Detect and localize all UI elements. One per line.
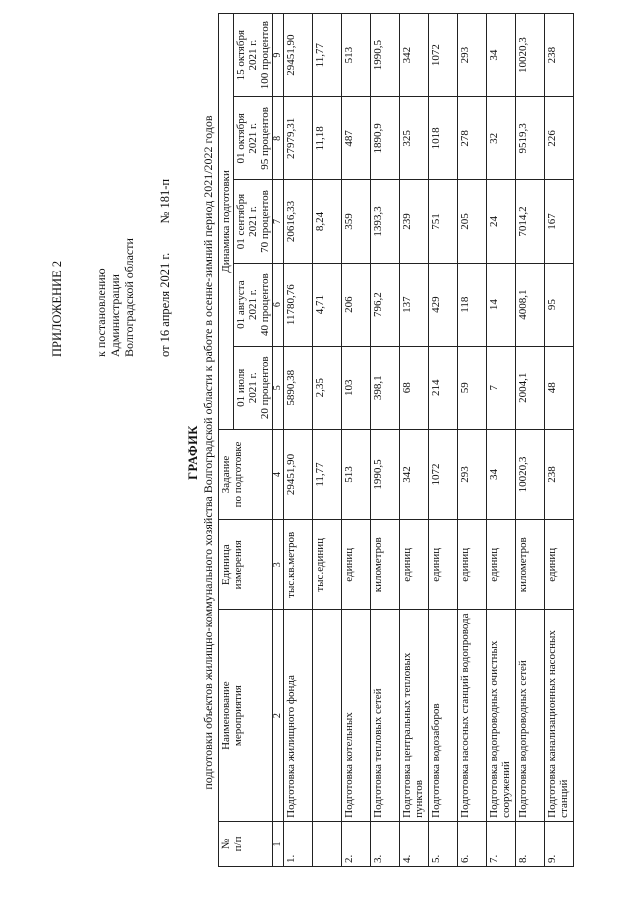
row-value: 1890,9	[371, 97, 400, 180]
row-value: 293	[458, 14, 487, 97]
row-value: 513	[342, 429, 371, 519]
row-value: 205	[458, 180, 487, 263]
row-value: 342	[400, 14, 429, 97]
row-number: 9.	[545, 821, 574, 866]
column-number: 4	[273, 429, 284, 519]
column-number: 3	[273, 520, 284, 610]
row-number: 3.	[371, 821, 400, 866]
row-unit: единиц	[458, 520, 487, 610]
column-number: 2	[273, 610, 284, 821]
schedule-table	[218, 13, 574, 867]
row-name	[313, 610, 342, 821]
row-unit: единиц	[429, 520, 458, 610]
row-value: 398,1	[371, 346, 400, 429]
row-value: 29451,90	[284, 14, 313, 97]
row-value: 226	[545, 97, 574, 180]
row-value: 32	[487, 97, 516, 180]
row-name: Подготовка водозаборов	[429, 610, 458, 821]
row-name: Подготовка тепловых сетей	[371, 610, 400, 821]
row-value: 293	[458, 429, 487, 519]
row-value: 751	[429, 180, 458, 263]
document-number-label: №	[158, 211, 172, 224]
row-value: 59	[458, 346, 487, 429]
header-task: Задание по подготовке	[219, 429, 273, 519]
column-number: 6	[273, 263, 284, 346]
row-value: 1072	[429, 429, 458, 519]
header-dynamics: Динамика подготовки	[219, 14, 234, 430]
row-unit: тыс.единиц	[313, 520, 342, 610]
row-unit: единиц	[342, 520, 371, 610]
row-name: Подготовка насосных станций водопровода	[458, 610, 487, 821]
row-name: Подготовка водопроводных очистных сооружений	[487, 610, 516, 821]
column-number: 1	[273, 821, 284, 866]
row-value: 167	[545, 180, 574, 263]
row-value: 359	[342, 180, 371, 263]
row-name: Подготовка центральных тепловых пунктов	[400, 610, 429, 821]
resolution-line: Волгоградской области	[122, 238, 136, 357]
row-value: 24	[487, 180, 516, 263]
header-date-4: 01 октября 2021 г. 95 процентов	[234, 97, 273, 180]
row-value: 7014,2	[516, 180, 545, 263]
column-numbers-row	[273, 14, 284, 867]
document-subtitle: подготовки объектов жилищно-коммунального хозяйства Волгоградской области к работе в осенне-зимний период 2021/2022 годов	[201, 115, 215, 790]
row-number: 8.	[516, 821, 545, 866]
row-value: 1018	[429, 97, 458, 180]
column-number: 9	[273, 14, 284, 97]
row-value: 1990,5	[371, 14, 400, 97]
resolution-line: Администрации	[108, 274, 122, 357]
row-value: 11,77	[313, 14, 342, 97]
table-row	[516, 14, 545, 867]
row-value: 214	[429, 346, 458, 429]
row-value: 103	[342, 346, 371, 429]
row-value: 9519,3	[516, 97, 545, 180]
row-unit: километров	[516, 520, 545, 610]
row-name: Подготовка котельных	[342, 610, 371, 821]
row-value: 1990,5	[371, 429, 400, 519]
document-number: 181-п	[158, 178, 172, 209]
row-number: 1.	[284, 821, 313, 866]
row-value: 29451,90	[284, 429, 313, 519]
row-value: 11,77	[313, 429, 342, 519]
row-value: 68	[400, 346, 429, 429]
table-row	[545, 14, 574, 867]
row-unit: единиц	[400, 520, 429, 610]
table-row	[458, 14, 487, 867]
document-date-line	[158, 179, 172, 357]
document-date: 16 апреля 2021 г.	[158, 252, 172, 343]
row-value: 48	[545, 346, 574, 429]
header-num: № п/п	[219, 821, 273, 866]
column-number: 7	[273, 180, 284, 263]
table-row	[371, 14, 400, 867]
column-number: 8	[273, 97, 284, 180]
row-value: 513	[342, 14, 371, 97]
row-value: 4008,1	[516, 263, 545, 346]
row-value: 4,71	[313, 263, 342, 346]
table-row	[487, 14, 516, 867]
row-value: 1393,3	[371, 180, 400, 263]
row-value: 2004,1	[516, 346, 545, 429]
header-unit: Единица измерения	[219, 520, 273, 610]
row-unit: километров	[371, 520, 400, 610]
row-value: 5890,38	[284, 346, 313, 429]
header-date-2: 01 августа 2021 г. 40 процентов	[234, 263, 273, 346]
row-unit: тыс.кв.метров	[284, 520, 313, 610]
resolution-line: к постановлению	[94, 268, 108, 357]
row-value: 34	[487, 14, 516, 97]
row-value: 11780,76	[284, 263, 313, 346]
header-date-5: 15 октября 2021 г. 100 процентов	[234, 14, 273, 97]
row-value: 278	[458, 97, 487, 180]
document-title: ГРАФИК	[186, 425, 200, 480]
date-prefix: от	[158, 345, 172, 357]
table-row	[342, 14, 371, 867]
row-unit: единиц	[487, 520, 516, 610]
row-number: 7.	[487, 821, 516, 866]
row-value: 14	[487, 263, 516, 346]
header-date-3: 01 сентября 2021 г. 70 процентов	[234, 180, 273, 263]
row-value: 7	[487, 346, 516, 429]
table-row	[284, 14, 313, 867]
row-number: 2.	[342, 821, 371, 866]
row-value: 118	[458, 263, 487, 346]
row-value: 325	[400, 97, 429, 180]
row-value: 137	[400, 263, 429, 346]
column-number: 5	[273, 346, 284, 429]
row-value: 239	[400, 180, 429, 263]
row-value: 206	[342, 263, 371, 346]
row-number: 5.	[429, 821, 458, 866]
table-row	[313, 14, 342, 867]
header-name: Наименование мероприятия	[219, 610, 273, 821]
row-value: 238	[545, 429, 574, 519]
schedule-table-body	[273, 14, 574, 867]
row-value: 20616,33	[284, 180, 313, 263]
row-value: 10020,3	[516, 429, 545, 519]
row-number	[313, 821, 342, 866]
row-value: 95	[545, 263, 574, 346]
row-value: 34	[487, 429, 516, 519]
row-value: 8,24	[313, 180, 342, 263]
row-name: Подготовка жилищного фонда	[284, 610, 313, 821]
appendix-label: ПРИЛОЖЕНИЕ 2	[50, 260, 64, 357]
row-number: 4.	[400, 821, 429, 866]
row-value: 429	[429, 263, 458, 346]
row-name: Подготовка водопроводных сетей	[516, 610, 545, 821]
header-date-1: 01 июля 2021 г. 20 процентов	[234, 346, 273, 429]
row-value: 1072	[429, 14, 458, 97]
row-unit: единиц	[545, 520, 574, 610]
row-value: 487	[342, 97, 371, 180]
row-name: Подготовка канализационных насосных станций	[545, 610, 574, 821]
row-value: 11,18	[313, 97, 342, 180]
row-value: 342	[400, 429, 429, 519]
row-number: 6.	[458, 821, 487, 866]
resolution-reference	[94, 238, 136, 357]
table-row	[400, 14, 429, 867]
row-value: 27979,31	[284, 97, 313, 180]
row-value: 238	[545, 14, 574, 97]
table-row	[429, 14, 458, 867]
row-value: 796,2	[371, 263, 400, 346]
row-value: 2,35	[313, 346, 342, 429]
row-value: 10020,3	[516, 14, 545, 97]
